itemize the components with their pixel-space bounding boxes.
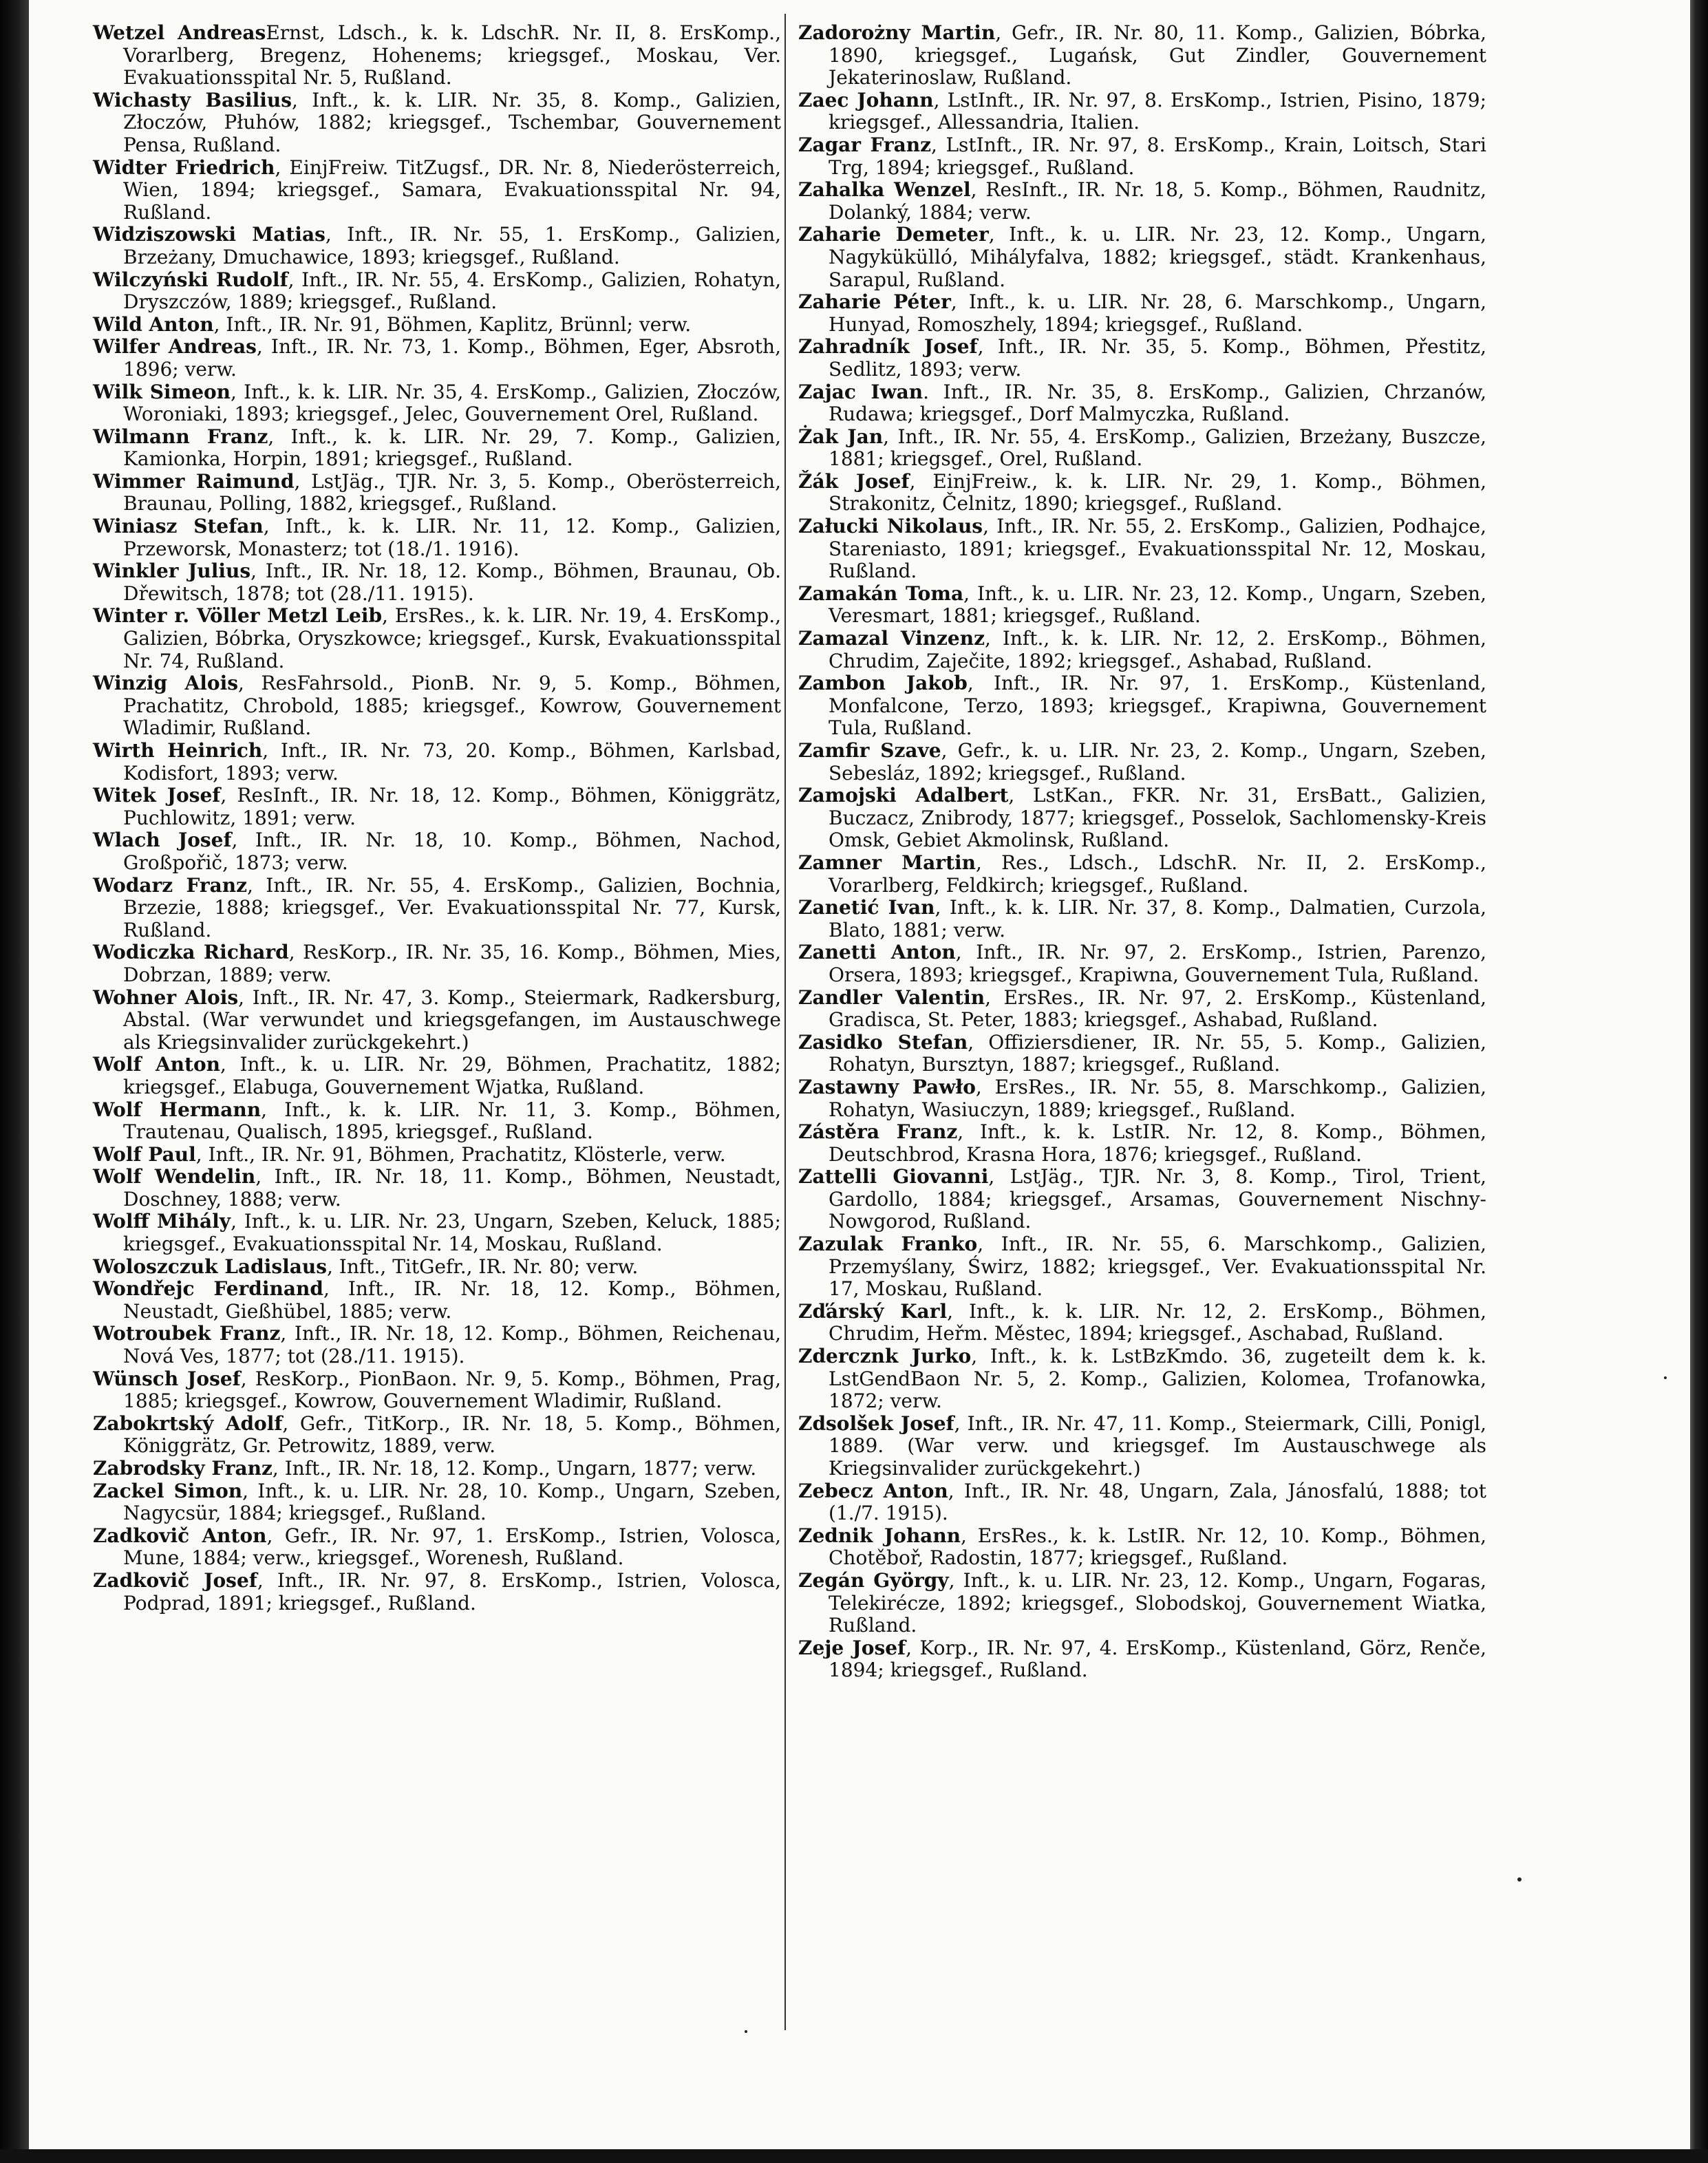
entry-name: Zahradník Josef — [798, 335, 978, 359]
entry — [93, 1323, 781, 1367]
entry-details: , Gefr., IR. Nr. 97, 1. ErsKomp., Istrien, Volosca, Mune, 1884; verw., kriegsgef., Worenesh, Rußland. — [123, 1524, 781, 1570]
entry-details: , Inft., IR. Nr. 18, 10. Komp., Böhmen, Nachod, Großpořič, 1873; verw. — [123, 829, 781, 874]
entry-name: Wolf Wendelin — [93, 1165, 256, 1189]
entry — [798, 22, 1486, 89]
entry-details: , ErsRes., k. k. LIR. Nr. 19, 4. ErsKomp., Galizien, Bóbrka, Oryszkowce; kriegsgef., Kursk, Evakuationsspital Nr. 74, Rußland. — [123, 604, 781, 672]
entry-details: , Inft., k. u. LIR. Nr. 23, Ungarn, Szeben, Keluck, 1885; kriegsgef., Evakuationsspital Nr. 14, Moskau, Rußland. — [123, 1210, 781, 1256]
entry-name: Wolf Paul — [93, 1142, 196, 1166]
entry-details: , Inft., IR. Nr. 47, 11. Komp., Steiermark, Cilli, Ponigl, 1889. (War verw. und kriegsgef. Im Austauschwege als Kriegsinvalider zurückgekehrt.) — [829, 1411, 1486, 1480]
entry — [798, 336, 1486, 381]
entry-name: Wolff Mihály — [93, 1210, 231, 1233]
entry — [93, 875, 781, 942]
entry-name: Zebecz Anton — [798, 1479, 948, 1502]
entry-details: , ResInft., IR. Nr. 18, 5. Komp., Böhmen, Raudnitz, Dolanký, 1884; verw. — [829, 178, 1486, 224]
entry-name: Wünsch Josef — [93, 1367, 241, 1390]
entry-details: , Inft., IR. Nr. 55, 4. ErsKomp., Galizien, Bochnia, Brzezie, 1888; kriegsgef., Ver. Evakuationsspital Nr. 77, Kursk, Rußland. — [123, 873, 781, 941]
entry-details: , LstKan., FKR. Nr. 31, ErsBatt., Galizien, Buczacz, Znibrody, 1877; kriegsgef., Posselok, Sachlomensky-Kreis Omsk, Gebiet Akmolinsk, Rußland. — [829, 784, 1486, 852]
entry-name: Woloszczuk Ladislaus — [93, 1255, 327, 1278]
entry-details: , Inft., IR. Nr. 48, Ungarn, Zala, Jánosfalú, 1888; tot (1./7. 1915). — [829, 1479, 1486, 1525]
entry-name: Wodiczka Richard — [93, 941, 289, 964]
entry-details: , LstInft., IR. Nr. 97, 8. ErsKomp., Krain, Loitsch, Stari Trg, 1894; kriegsgef., Rußland. — [829, 133, 1487, 179]
entry — [93, 1211, 781, 1255]
entry — [798, 1032, 1486, 1076]
entry-name: Wodarz Franz — [93, 873, 247, 897]
entry — [93, 829, 781, 874]
entry-name: Wetzel Andreas — [93, 21, 266, 44]
entry-details: . Inft., IR. Nr. 35, 8. ErsKomp., Galizien, Chrzanów, Rudawa; kriegsgef., Dorf Malmyczka, Rußland. — [829, 380, 1486, 426]
entry-details: , Inft., IR. Nr. 91, Böhmen, Prachatitz, Klösterle, verw. — [195, 1142, 726, 1166]
entry — [93, 1256, 781, 1279]
entry-name: Zazulak Franko — [798, 1233, 978, 1256]
entry-details: , Inft., IR. Nr. 18, 12. Komp., Ungarn, 1877; verw. — [272, 1457, 757, 1480]
entry-name: Zandler Valentin — [798, 985, 985, 1009]
entry-name: Wlach Josef — [93, 829, 232, 852]
entry-name: Wild Anton — [93, 312, 214, 336]
entry-details: , Inft., IR. Nr. 97, 1. ErsKomp., Küstenland, Monfalcone, Terzo, 1893; kriegsgef., Krapiwna, Gouvernement Tula, Rußland. — [829, 672, 1486, 740]
entry-details: , Inft., IR. Nr. 55, 1. ErsKomp., Galizien, Brzeżany, Dmuchawice, 1893; kriegsgef., Rußland. — [123, 223, 782, 268]
entry-name: Zagar Franz — [798, 133, 931, 156]
entry-details: , Korp., IR. Nr. 97, 4. ErsKomp., Küstenland, Görz, Renče, 1894; kriegsgef., Rußland. — [829, 1636, 1487, 1682]
entry-details: , Inft., IR. Nr. 73, 20. Komp., Böhmen, Karlsbad, Kodisfort, 1893; verw. — [123, 739, 781, 785]
entry — [93, 740, 781, 785]
entry-details: , Inft., k. k. LstBzKmdo. 36, zugeteilt dem k. k. LstGendBaon Nr. 5, 2. Komp., Galizien, Kolomea, Trofanowka, 1872; verw. — [829, 1345, 1486, 1413]
scan-border-left — [0, 0, 29, 2163]
entry — [93, 22, 781, 89]
entry-name: Zeje Josef — [798, 1636, 906, 1659]
entry — [93, 1525, 781, 1570]
entry — [93, 672, 781, 740]
entry — [798, 1637, 1486, 1682]
entry-name: Zastawny Pawło — [798, 1075, 976, 1098]
entry — [798, 852, 1486, 897]
entry-name: Wilfer Andreas — [93, 335, 257, 359]
entry — [93, 157, 781, 224]
entry-details: , Inft., IR. Nr. 35, 5. Komp., Böhmen, Přestitz, Sedlitz, 1893; verw. — [829, 335, 1486, 381]
entry — [798, 672, 1486, 740]
entry-details: , Inft., k. k. LIR. Nr. 29, 7. Komp., Galizien, Kamionka, Horpin, 1891; kriegsgef., Rußland. — [123, 425, 781, 471]
entry — [798, 1233, 1486, 1301]
entry-name: Zasidko Stefan — [798, 1030, 968, 1054]
right-column — [798, 22, 1486, 1682]
entry-details: , ResInft., IR. Nr. 18, 12. Komp., Böhmen, Königgrätz, Puchlowitz, 1891; verw. — [123, 784, 781, 829]
scan-border-right — [1690, 0, 1708, 2163]
entry — [93, 426, 781, 471]
entry-details: , EinjFreiw., k. k. LIR. Nr. 29, 1. Komp., Böhmen, Strakonitz, Čelnitz, 1890; kriegsgef., Rußland. — [829, 469, 1486, 515]
entry-details: , Inft., k. k. LstIR. Nr. 12, 8. Komp., Böhmen, Deutschbrod, Krasna Hora, 1876; kriegsgef., Rußland. — [829, 1120, 1487, 1166]
entry-name: Zaharie Demeter — [798, 223, 989, 246]
column-divider — [784, 14, 786, 2030]
entry-details: , Inft., k. k. LIR. Nr. 12, 2. ErsKomp., Böhmen, Chrudim, Zaječite, 1892; kriegsgef., Ashabad, Rußland. — [829, 627, 1486, 672]
entry-name: Zadkovič Anton — [93, 1524, 267, 1547]
entry — [798, 1166, 1486, 1233]
entry-name: Zamfir Szave — [798, 739, 941, 762]
entry-details: , Inft., k. k. LIR. Nr. 12, 2. ErsKomp., Böhmen, Chrudim, Heřm. Městec, 1894; kriegsgef., Aschabad, Rußland. — [829, 1299, 1486, 1345]
entry-details: , Gefr., TitKorp., IR. Nr. 18, 5. Komp., Böhmen, Königgrätz, Gr. Petrowitz, 1889, verw. — [123, 1411, 781, 1458]
entry — [798, 1570, 1486, 1637]
entry — [798, 941, 1486, 986]
entry — [798, 224, 1486, 291]
entry-name: Winkler Julius — [93, 560, 251, 583]
entry — [93, 336, 781, 381]
entry — [798, 897, 1486, 941]
entry — [798, 1413, 1486, 1480]
entry — [93, 515, 781, 560]
entry — [798, 134, 1486, 179]
entry-name: Wotroubek Franz — [93, 1322, 281, 1345]
entry-name: Wohner Alois — [93, 985, 239, 1009]
entry — [93, 1166, 781, 1211]
entry-name: Zamojski Adalbert — [798, 784, 1009, 807]
entry-name: Winter r. Völler Metzl Leib — [93, 604, 383, 628]
entry-name: Wondřejc Ferdinand — [93, 1277, 323, 1301]
entry — [798, 1076, 1486, 1121]
entry — [798, 426, 1486, 471]
entry-details: , Inft., k. u. LIR. Nr. 28, 10. Komp., Ungarn, Szeben, Nagycsür, 1884; kriegsgef., Rußland. — [123, 1479, 782, 1525]
entry — [93, 785, 781, 829]
entry-details: , Inft., IR. Nr. 18, 12. Komp., Böhmen, Neustadt, Gießhübel, 1885; verw. — [123, 1277, 781, 1323]
entry — [93, 1144, 781, 1166]
entry-name: Żak Jan — [798, 425, 884, 448]
entry-details: , Inft., IR. Nr. 97, 2. ErsKomp., Istrien, Parenzo, Orsera, 1893; kriegsgef., Krapiwna, Gouvernement Tula, Rußland. — [829, 941, 1486, 986]
entry-name: Zabrodsky Franz — [93, 1457, 273, 1480]
entry-details: , Inft., IR. Nr. 73, 1. Komp., Böhmen, Eger, Absroth, 1896; verw. — [123, 335, 781, 381]
entry-details: , Inft., IR. Nr. 97, 8. ErsKomp., Istrien, Volosca, Podprad, 1891; kriegsgef., Rußland. — [123, 1568, 781, 1615]
entry-name: Žák Josef — [798, 469, 910, 493]
entry-name: Zamakán Toma — [798, 582, 964, 605]
entry-name: Zamazal Vinzenz — [798, 627, 985, 650]
entry-details: Ernst, Ldsch., k. k. LdschR. Nr. II, 8. ErsKomp., Vorarlberg, Bregenz, Hohenems; kriegsgef., Moskau, Ver. Evakuationsspital Nr. 5, Rußland. — [123, 21, 781, 89]
scan-speck — [745, 2030, 747, 2033]
scan-border-bottom — [0, 2149, 1708, 2163]
entry — [93, 1099, 781, 1144]
entry — [798, 1345, 1486, 1413]
entry-details: , Inft., TitGefr., IR. Nr. 80; verw. — [326, 1255, 639, 1278]
entry-details: , Inft., IR. Nr. 55, 6. Marschkomp., Galizien, Przemyślany, Świrz, 1882; kriegsgef., Ver. Evakuationsspital Nr. 17, Moskau, Rußland. — [829, 1233, 1487, 1301]
entry — [93, 1458, 781, 1480]
entry — [93, 605, 781, 672]
entry — [93, 987, 781, 1054]
entry-name: Zdercznk Jurko — [798, 1345, 972, 1368]
entry-details: , Inft., k. u. LIR. Nr. 23, 12. Komp., Ungarn, Nagykükülló, Mihályfalva, 1882; kriegsgef., städt. Krankenhaus, Sarapul, Rußland. — [829, 223, 1486, 291]
entry-name: Zahalka Wenzel — [798, 178, 971, 202]
entry-details: , Gefr., k. u. LIR. Nr. 23, 2. Komp., Ungarn, Szeben, Sebesláz, 1892; kriegsgef., Rußland. — [829, 739, 1486, 785]
entry-details: , Inft., IR. Nr. 55, 4. ErsKomp., Galizien, Rohatyn, Dryszczów, 1889; kriegsgef., Rußland. — [123, 268, 782, 314]
entry — [93, 89, 781, 157]
entry-name: Wimmer Raimund — [93, 469, 295, 493]
left-column — [93, 22, 781, 1615]
entry — [93, 941, 781, 986]
entry-details: , Gefr., IR. Nr. 80, 11. Komp., Galizien, Bóbrka, 1890, kriegsgef., Lugańsk, Gut Zindler, Gouvernement Jekaterinoslaw, Rußland. — [829, 21, 1487, 89]
entry-details: , Inft., k. k. LIR. Nr. 35, 8. Komp., Galizien, Złoczów, Płuhów, 1882; kriegsgef., Tschembar, Gouvernement Pensa, Rußland. — [123, 88, 781, 156]
entry — [798, 987, 1486, 1032]
entry-name: Zďárský Karl — [798, 1299, 948, 1323]
entry-details: , ErsRes., k. k. LstIR. Nr. 12, 10. Komp., Böhmen, Chotěboř, Radostin, 1877; kriegsgef., Rußland. — [829, 1524, 1486, 1570]
entry — [798, 471, 1486, 515]
entry-details: , Inft., k. k. LIR. Nr. 11, 3. Komp., Böhmen, Trautenau, Qualisch, 1895, kriegsgef., Rußland. — [123, 1098, 781, 1144]
entry — [93, 1278, 781, 1323]
entry-name: Wolf Anton — [93, 1053, 220, 1076]
entry-details: , Offiziersdiener, IR. Nr. 55, 5. Komp., Galizien, Rohatyn, Bursztyn, 1887; kriegsgef., Rußland. — [829, 1030, 1486, 1076]
entry-details: , LstJäg., TJR. Nr. 3, 5. Komp., Oberösterreich, Braunau, Polling, 1882, kriegsgef., Rußland. — [123, 469, 781, 515]
entry-details: , ErsRes., IR. Nr. 97, 2. ErsKomp., Küstenland, Gradisca, St. Peter, 1883; kriegsgef., Ashabad, Rußland. — [829, 985, 1486, 1032]
entry — [798, 628, 1486, 672]
entry — [798, 583, 1486, 628]
entry — [798, 1480, 1486, 1525]
entry — [93, 1413, 781, 1458]
entry-details: , Inft., IR. Nr. 18, 11. Komp., Böhmen, Neustadt, Doschney, 1888; verw. — [123, 1165, 781, 1211]
entry — [798, 381, 1486, 426]
entry-details: , ResKorp., IR. Nr. 35, 16. Komp., Böhmen, Mies, Dobrzan, 1889; verw. — [123, 941, 782, 986]
entry-name: Wilk Simeon — [93, 380, 231, 403]
entry — [798, 1525, 1486, 1570]
entry-name: Zadorożny Martin — [798, 21, 996, 44]
entry-name: Zanetti Anton — [798, 941, 956, 964]
entry-details: , ResFahrsold., PionB. Nr. 9, 5. Komp., Böhmen, Prachatitz, Chrobold, 1885; kriegsgef., Kowrow, Gouvernement Wladimir, Rußland. — [123, 672, 782, 740]
entry — [798, 1301, 1486, 1345]
entry — [798, 179, 1486, 224]
entry-name: Zaharie Péter — [798, 290, 951, 314]
entry-name: Zdsolšek Josef — [798, 1411, 954, 1435]
entry-name: Wolf Hermann — [93, 1098, 261, 1121]
entry — [93, 471, 781, 515]
entry-name: Wichasty Basilius — [93, 88, 292, 111]
entry-details: , Inft., IR. Nr. 55, 2. ErsKomp., Galizien, Podhajce, Stareniasto, 1891; kriegsgef., Evakuationsspital Nr. 12, Moskau, Rußland. — [829, 515, 1486, 583]
entry — [93, 1570, 781, 1615]
entry — [798, 515, 1486, 583]
entry-details: , EinjFreiw. TitZugsf., DR. Nr. 8, Niederösterreich, Wien, 1894; kriegsgef., Samara, Evakuationsspital Nr. 94, Rußland. — [123, 156, 781, 224]
entry — [93, 314, 781, 337]
entry — [93, 560, 781, 605]
entry-name: Zajac Iwan — [798, 380, 924, 403]
entry-details: , Inft., IR. Nr. 18, 12. Komp., Böhmen, Reichenau, Nová Ves, 1877; tot (28./11. 1915). — [123, 1322, 782, 1368]
entry-details: , Inft., k. u. LIR. Nr. 23, 12. Komp., Ungarn, Szeben, Veresmart, 1881; kriegsgef., Rußland. — [829, 582, 1486, 628]
entry-name: Zackel Simon — [93, 1479, 243, 1502]
entry-details: , Inft., k. u. LIR. Nr. 23, 12. Komp., Ungarn, Fogaras, Telekirécze, 1892; kriegsgef., Slobodskoj, Gouvernement Wiatka, Rußland. — [829, 1568, 1486, 1637]
entry-name: Zamner Martin — [798, 851, 976, 874]
entry-details: , LstInft., IR. Nr. 97, 8. ErsKomp., Istrien, Pisino, 1879; kriegsgef., Allessandria, Italien. — [829, 88, 1487, 134]
entry-details: , Inft., IR. Nr. 55, 4. ErsKomp., Galizien, Brzeżany, Buszcze, 1881; kriegsgef., Orel, Rußland. — [829, 425, 1486, 471]
entry — [93, 1368, 781, 1413]
entry — [798, 785, 1486, 852]
entry — [93, 1054, 781, 1098]
entry — [93, 1480, 781, 1525]
entry — [93, 269, 781, 314]
entry — [798, 89, 1486, 134]
entry-details: , Inft., k. u. LIR. Nr. 28, 6. Marschkomp., Ungarn, Hunyad, Romoszhely, 1894; kriegsgef., Rußland. — [829, 290, 1487, 336]
entry-name: Zegán György — [798, 1568, 949, 1592]
entry-name: Wilczyński Rudolf — [93, 268, 288, 291]
entry-name: Widziszowski Matias — [93, 223, 325, 246]
entry — [798, 291, 1486, 336]
entry-name: Winiasz Stefan — [93, 515, 264, 538]
entry-name: Zednik Johann — [798, 1524, 961, 1547]
entry — [798, 1121, 1486, 1166]
entry-name: Załucki Nikolaus — [798, 515, 983, 538]
entry-name: Zattelli Giovanni — [798, 1165, 989, 1189]
entry-details: , ErsRes., IR. Nr. 55, 8. Marschkomp., Galizien, Rohatyn, Wasiuczyn, 1889; kriegsgef., Rußland. — [829, 1075, 1486, 1121]
entry — [93, 224, 781, 268]
entry-details: , Inft., k. k. LIR. Nr. 37, 8. Komp., Dalmatien, Curzola, Blato, 1881; verw. — [829, 896, 1486, 941]
entry-details: , Res., Ldsch., LdschR. Nr. II, 2. ErsKomp., Vorarlberg, Feldkirch; kriegsgef., Rußland. — [829, 851, 1486, 897]
entry-name: Wirth Heinrich — [93, 739, 263, 762]
entry — [798, 740, 1486, 785]
entry-name: Zambon Jakob — [798, 672, 968, 695]
entry-details: , ResKorp., PionBaon. Nr. 9, 5. Komp., Böhmen, Prag, 1885; kriegsgef., Kowrow, Gouvernement Wladimir, Rußland. — [123, 1367, 781, 1413]
entry-name: Zabokrtský Adolf — [93, 1411, 283, 1435]
entry-details: , Inft., k. k. LIR. Nr. 11, 12. Komp., Galizien, Przeworsk, Monasterz; tot (18./1. 1916). — [123, 515, 781, 560]
entry-name: Zadkovič Josef — [93, 1568, 257, 1592]
entry-name: Zanetić Ivan — [798, 896, 935, 919]
entry-details: , Inft., k. u. LIR. Nr. 29, Böhmen, Prachatitz, 1882; kriegsgef., Elabuga, Gouvernement Wjatka, Rußland. — [123, 1053, 781, 1098]
entry-details: , Inft., IR. Nr. 18, 12. Komp., Böhmen, Braunau, Ob. Dřewitsch, 1878; tot (28./11. 1915). — [123, 560, 781, 605]
entry-name: Witek Josef — [93, 784, 221, 807]
entry-details: , Inft., k. k. LIR. Nr. 35, 4. ErsKomp., Galizien, Złoczów, Woroniaki, 1893; kriegsgef., Jelec, Gouvernement Orel, Rußland. — [123, 380, 781, 426]
entry-details: , Inft., IR. Nr. 47, 3. Komp., Steiermark, Radkersburg, Abstal. (War verwundet und kriegsgefangen, im Austauschwege als Kriegsinvalider zurückgekehrt.) — [123, 985, 781, 1054]
scan-speck — [1517, 1877, 1522, 1882]
entry-details: , LstJäg., TJR. Nr. 3, 8. Komp., Tirol, Trient, Gardollo, 1884; kriegsgef., Arsamas, Gouvernement Nischny-Nowgorod, Rußland. — [829, 1165, 1486, 1233]
entry-name: Zástěra Franz — [798, 1120, 958, 1144]
entry-name: Wilmann Franz — [93, 425, 268, 448]
entry-details: , Inft., IR. Nr. 91, Böhmen, Kaplitz, Brünnl; verw. — [213, 312, 692, 336]
entry — [93, 381, 781, 426]
entry-name: Widter Friedrich — [93, 156, 275, 179]
scan-speck — [1664, 1376, 1667, 1379]
entry-name: Zaec Johann — [798, 88, 934, 111]
entry-name: Winzig Alois — [93, 672, 238, 695]
